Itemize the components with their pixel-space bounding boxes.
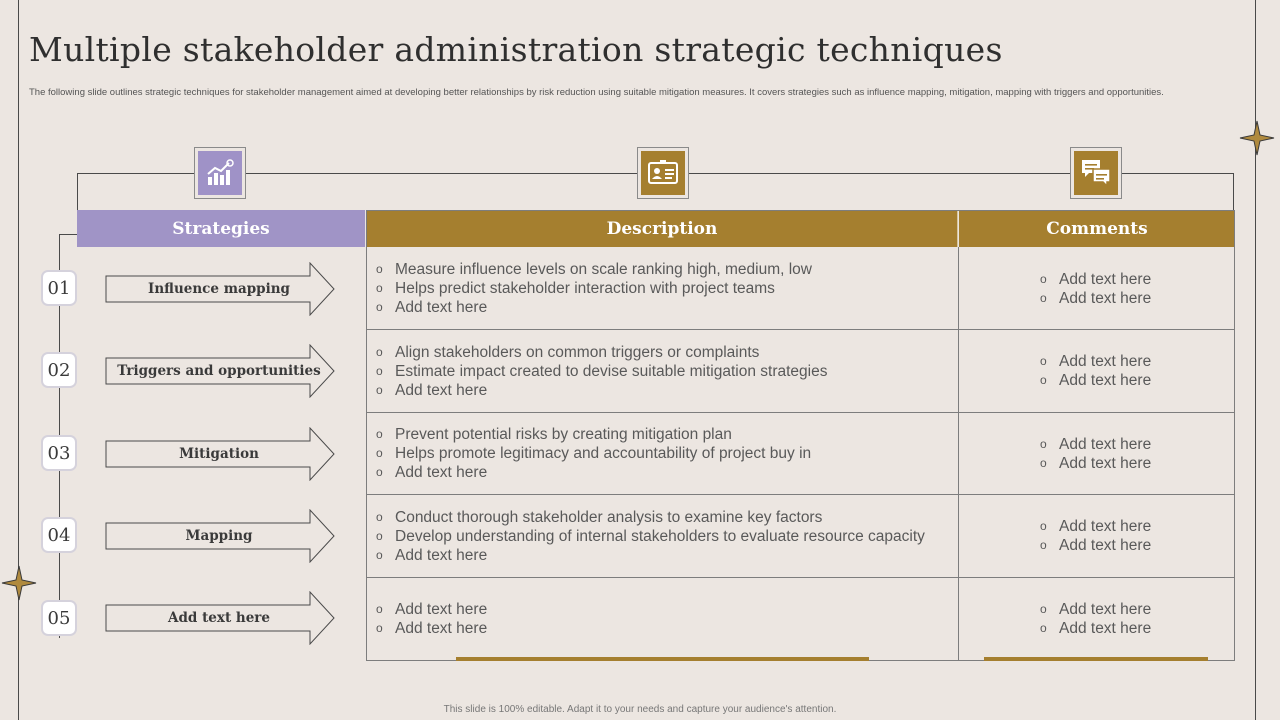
bullet-text: Align stakeholders on common triggers or complaints [395, 343, 760, 361]
bullet-marker: o [1040, 538, 1047, 552]
list-item [376, 600, 956, 619]
bullet-marker: o [376, 602, 383, 616]
step-number-badge: 02 [41, 352, 77, 388]
description-cell [376, 578, 956, 660]
bullet-text: Add text here [395, 546, 488, 564]
comments-accent-bar [984, 657, 1208, 661]
bullet-text: Add text here [1059, 518, 1152, 535]
sparkle-star-icon [1, 565, 37, 601]
strategies-header: Strategies [77, 210, 365, 247]
bullet-text: Add text here [395, 601, 488, 618]
right-connector-drop [1233, 173, 1234, 210]
right-border-line [1255, 0, 1256, 720]
step-number-badge: 01 [41, 270, 77, 306]
comments-cell [1040, 413, 1230, 494]
comments-header: Comments [959, 210, 1235, 247]
bullet-marker: o [376, 382, 383, 397]
strategy-arrow [105, 262, 337, 316]
bullet-marker: o [376, 363, 383, 378]
strategy-arrow [105, 591, 337, 645]
list-item [376, 279, 956, 298]
bullet-text: Add text here [395, 464, 488, 481]
list-item [1040, 435, 1230, 454]
strategy-arrow [105, 427, 337, 481]
bullet-marker: o [1040, 602, 1047, 616]
bullet-marker: o [376, 528, 383, 543]
slide-title: Multiple stakeholder administration strategic techniques [29, 30, 1003, 69]
bullet-text: Prevent potential risks by creating mitigation plan [395, 426, 732, 443]
timeline-connector-top [59, 234, 77, 235]
chat-bubbles-icon [1079, 156, 1113, 190]
bullet-text: Add text here [395, 381, 488, 399]
strategies-icon-box [194, 147, 246, 199]
bullet-marker: o [376, 509, 383, 524]
bullet-marker: o [376, 281, 383, 295]
bullet-text: Add text here [395, 299, 488, 316]
list-item [1040, 454, 1230, 473]
bullet-text: Add text here [1059, 454, 1152, 472]
bullet-text: Helps promote legitimacy and accountability of project buy in [395, 445, 812, 462]
description-accent-bar [456, 657, 869, 661]
list-item [376, 362, 956, 381]
slide-subtitle: The following slide outlines strategic techniques for stakeholder management aimed at developing better relationships by risk reduction using suitable mitigation measures. It covers strategies such as influence mapping, mitigation, mapping with triggers and opportunities. [29, 87, 1164, 98]
strategy-arrow [105, 344, 337, 398]
list-item [376, 444, 956, 463]
list-item [1040, 536, 1230, 555]
list-item [1040, 270, 1230, 289]
id-card-icon [646, 156, 680, 190]
strategy-label: Mapping [185, 528, 253, 544]
bullet-marker: o [1040, 455, 1047, 470]
description-header: Description [367, 210, 958, 247]
bullet-marker: o [376, 344, 383, 359]
description-cell [376, 495, 956, 577]
description-cell [376, 248, 956, 329]
list-item [376, 343, 956, 362]
bullet-text: Conduct thorough stakeholder analysis to examine key factors [395, 508, 823, 526]
comments-cell [1040, 578, 1230, 660]
bullet-marker: o [1040, 271, 1047, 286]
strategy-label: Influence mapping [148, 281, 290, 297]
bullet-marker: o [1040, 436, 1047, 451]
footer-note: This slide is 100% editable. Adapt it to your needs and capture your audience's attention. [443, 704, 837, 715]
bullet-text: Add text here [1059, 353, 1152, 370]
column-divider [958, 247, 959, 661]
bullet-text: Add text here [1059, 372, 1152, 389]
list-item [376, 527, 956, 546]
bullet-marker: o [376, 547, 383, 562]
description-cell [376, 413, 956, 494]
description-icon-box [637, 147, 689, 199]
list-item [1040, 371, 1230, 390]
bullet-text: Helps predict stakeholder interaction with project teams [395, 280, 775, 297]
bullet-marker: o [1040, 373, 1047, 387]
bullet-marker: o [376, 621, 383, 635]
bullet-text: Add text here [1059, 289, 1152, 307]
bullet-text: Measure influence levels on scale ranking high, medium, low [395, 261, 812, 278]
list-item [1040, 600, 1230, 619]
bullet-text: Add text here [1059, 270, 1152, 288]
sparkle-star-icon [1239, 120, 1275, 156]
list-item [376, 425, 956, 444]
list-item [1040, 289, 1230, 308]
comments-cell [1040, 330, 1230, 412]
list-item [376, 546, 956, 565]
bullet-marker: o [1040, 354, 1047, 368]
comments-cell [1040, 248, 1230, 329]
list-item [376, 381, 956, 400]
list-item [376, 463, 956, 482]
description-cell [376, 330, 956, 412]
list-item [376, 260, 956, 279]
step-number-badge: 05 [41, 600, 77, 636]
strategy-label: Add text here [168, 610, 270, 626]
comments-cell [1040, 495, 1230, 577]
bullet-text: Add text here [1059, 435, 1152, 453]
bullet-marker: o [376, 465, 383, 479]
bullet-marker: o [376, 427, 383, 441]
strategy-label: Mitigation [179, 446, 259, 462]
bullet-text: Add text here [1059, 601, 1152, 618]
bullet-marker: o [376, 262, 383, 276]
list-item [1040, 352, 1230, 371]
bullet-marker: o [376, 446, 383, 460]
step-number-badge: 04 [41, 517, 77, 553]
bullet-marker: o [1040, 621, 1047, 635]
left-connector-drop [77, 173, 78, 210]
list-item [376, 619, 956, 638]
bullet-text: Add text here [395, 620, 488, 637]
comments-icon-box [1070, 147, 1122, 199]
strategy-label: Triggers and opportunities [117, 363, 321, 379]
bullet-text: Develop understanding of internal stakeholders to evaluate resource capacity [395, 527, 925, 545]
bullet-text: Estimate impact created to devise suitable mitigation strategies [395, 362, 828, 380]
growth-chart-icon [204, 157, 236, 189]
bullet-marker: o [1040, 519, 1047, 533]
strategy-arrow [105, 509, 337, 563]
list-item [376, 508, 956, 527]
list-item [376, 298, 956, 317]
left-border-line [18, 0, 19, 720]
list-item [1040, 517, 1230, 536]
bullet-text: Add text here [1059, 537, 1152, 554]
bullet-marker: o [1040, 290, 1047, 305]
bullet-marker: o [376, 300, 383, 314]
bullet-text: Add text here [1059, 620, 1152, 637]
step-number-badge: 03 [41, 435, 77, 471]
list-item [1040, 619, 1230, 638]
